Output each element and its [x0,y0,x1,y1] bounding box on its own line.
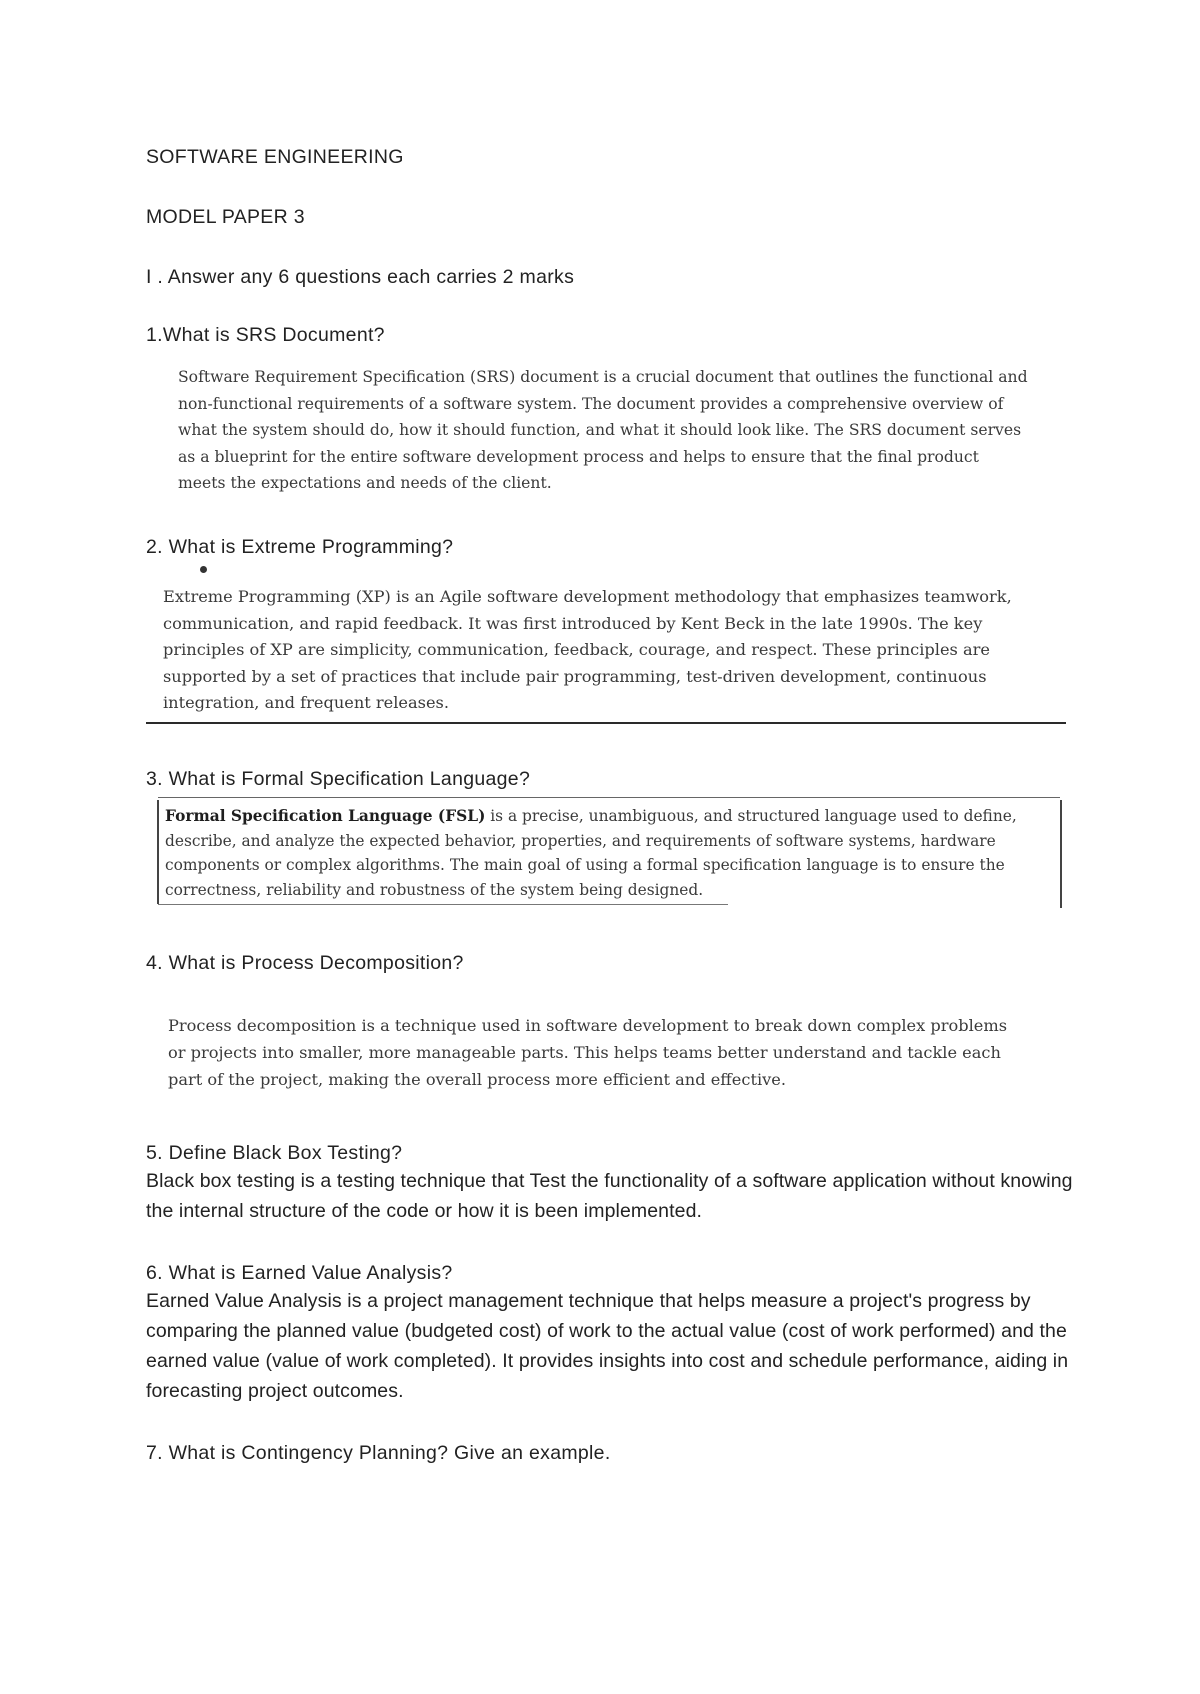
answer-line: Process decomposition is a technique used in software development to break down complex problems [168,1016,1008,1035]
answer-line: supported by a set of practices that include pair programming, test-driven development, continuous [163,666,987,686]
box-left-border [157,800,159,904]
answer-line: integration, and frequent releases. [163,693,449,712]
question-1: 1.What is SRS Document? [146,324,385,346]
answer-line: non-functional requirements of a software system. The document provides a comprehensive overview of [178,394,1004,413]
divider-line [146,722,1066,724]
answer-line: part of the project, making the overall process more efficient and effective. [168,1070,787,1089]
answer-line: correctness, reliability and robustness of the system being designed. [165,880,704,899]
answer-line: Extreme Programming (XP) is an Agile software development methodology that emphasizes teamwork, [163,587,1012,606]
answer-6: Earned Value Analysis is a project management technique that helps measure a project's progress by comparing the planned value (budgeted cost) of work to the actual value (cost of work performed) and the earned value (value of work completed). It provides insights into cost and schedule performance, aiding in forecasting project outcomes. [146,1290,1069,1402]
answer-term: Formal Specification Language (FSL) [165,807,486,825]
document-subtitle: MODEL PAPER 3 [146,206,305,228]
answer-line: Software Requirement Specification (SRS) document is a crucial document that outlines the functional and [178,368,1028,386]
question-3: 3. What is Formal Specification Language? [146,768,531,790]
answer-line: communication, and rapid feedback. It was first introduced by Kent Beck in the late 1990s. The key [163,613,983,633]
answer-3-scan [165,804,1017,902]
question-7: 7. What is Contingency Planning? Give an example. [146,1442,611,1464]
answer-2-scan [163,584,1012,717]
instructions: I . Answer any 6 questions each carries 2 marks [146,266,575,288]
box-top-border [158,797,1060,798]
answer-line: principles of XP are simplicity, communication, feedback, courage, and respect. These principles are [163,640,990,659]
box-right-border [1060,800,1062,908]
answer-line: components or complex algorithms. The main goal of using a formal specification language is to ensure the [165,856,1005,874]
answer-1-scan [178,364,1028,497]
question-2: 2. What is Extreme Programming? [146,536,454,558]
answer-line: what the system should do, how it should function, and what it should look like. The SRS document serves [178,421,1022,439]
box-bottom-border [158,904,728,905]
answer-4-scan [168,1012,1007,1093]
question-6: 6. What is Earned Value Analysis? [146,1262,453,1284]
question-5: 5. Define Black Box Testing? [146,1142,403,1164]
answer-line: as a blueprint for the entire software development process and helps to ensure that the final product [178,447,979,466]
answer-line [165,804,1017,829]
answer-5: Black box testing is a testing technique that Test the functionality of a software application without knowing the internal structure of the code or how it is been implemented. [146,1170,1073,1222]
answer-line-text: is a precise, unambiguous, and structured language used to define, [485,807,1017,825]
answer-line: meets the expectations and needs of the client. [178,474,552,492]
question-4: 4. What is Process Decomposition? [146,952,464,974]
answer-line: or projects into smaller, more manageable parts. This helps teams better understand and tackle each [168,1043,1001,1062]
bullet-mark [200,566,207,573]
document-title: SOFTWARE ENGINEERING [146,146,404,168]
answer-line: describe, and analyze the expected behavior, properties, and requirements of software systems, hardware [165,831,996,850]
